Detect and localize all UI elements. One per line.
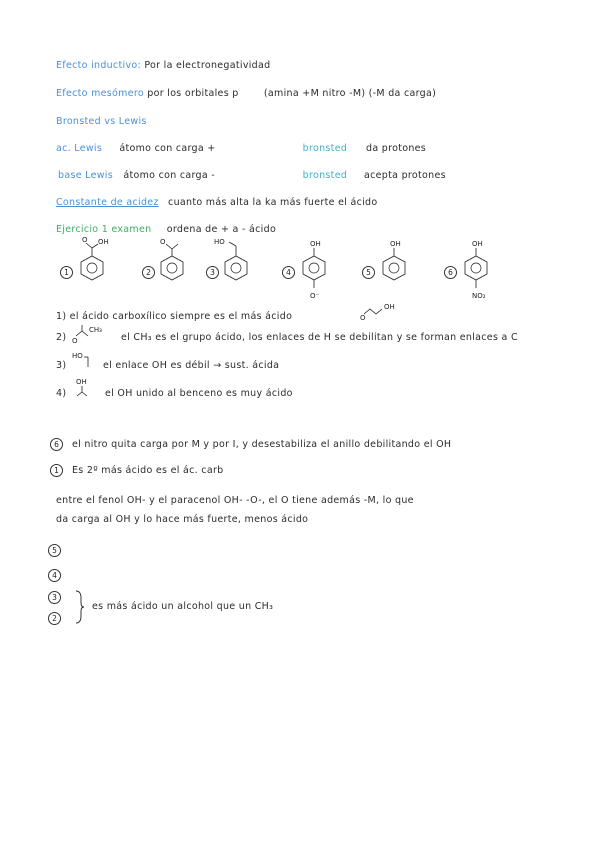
molecule-benzyl-alcohol	[214, 238, 256, 288]
molecule-number-6: 6	[444, 266, 457, 279]
lewis-base-text: átomo con carga -	[123, 170, 216, 181]
line-acidity-constant	[56, 197, 378, 208]
note-3-text: el enlace OH es débil → sust. ácida	[103, 360, 280, 371]
carboxyl-o: O	[360, 314, 366, 322]
brace-note	[92, 601, 273, 612]
line-bronsted-lewis	[56, 116, 147, 127]
bronsted-base-label: bronsted	[302, 170, 348, 181]
answer-number-5: 5	[48, 544, 61, 557]
note-1	[56, 311, 292, 322]
answer-1	[72, 465, 224, 476]
brace-note-text: es más ácido un alcohol que un CH₃	[92, 601, 274, 612]
answer-1-text: Es 2º más ácido es el ác. carb	[72, 465, 224, 476]
answer-number-4: 4	[48, 569, 61, 582]
line-lewis-acid	[56, 143, 426, 154]
line-exercise	[56, 224, 276, 235]
molecule-number-2: 2	[142, 266, 155, 279]
exercise-text: ordena de + a - ácido	[166, 224, 277, 235]
note-3-num: 3)	[56, 360, 67, 371]
phenol-sketch-oh: OH	[76, 378, 87, 386]
bronsted-acid-text: da protones	[365, 143, 427, 154]
answer-1-line3	[56, 514, 308, 525]
answer-number-3: 3	[48, 591, 61, 604]
curly-brace	[74, 590, 86, 624]
answer-6-text: el nitro quita carga por M y por I, y desestabiliza el anillo debilitando el OH	[72, 439, 452, 450]
note-4-num: 4)	[56, 388, 67, 399]
benzyl-ho: HO	[214, 238, 225, 246]
nitrophenol-oh: OH	[472, 240, 483, 248]
lewis-acid-label: ac. Lewis	[56, 143, 103, 154]
methyl-ch3: CH₃	[89, 326, 102, 334]
answer-1-line3-text: da carga al OH y lo hace más fuerte, menos ácido	[56, 514, 309, 525]
lewis-acid-text: átomo con carga +	[119, 143, 216, 154]
carboxyl-sketch	[360, 300, 400, 320]
line-mesomeric	[56, 88, 436, 99]
note-4-text: el OH unido al benceno es muy ácido	[105, 388, 293, 399]
alcohol-sketch	[72, 351, 102, 373]
molecule-phenol	[378, 238, 414, 288]
alcohol-ho: HO	[72, 352, 83, 360]
note-1-text: 1) el ácido carboxílico siempre es el más ácido	[56, 311, 293, 322]
acidity-constant-label: Constante de acidez	[56, 197, 159, 208]
line-inductive	[56, 60, 270, 71]
answer-number-2: 2	[48, 612, 61, 625]
phenol-oh-4: OH	[310, 240, 321, 248]
carboxyl-oh: OH	[384, 303, 395, 311]
molecule-benzoic-acid	[76, 238, 116, 288]
mesomeric-label: Efecto mesómero	[56, 88, 144, 99]
note-2-text: el CH₃ es el grupo ácido, los enlaces de H se debilitan y se forman enlaces a C	[121, 332, 518, 343]
methyl-o: O	[72, 337, 78, 345]
inductive-text: Por la electronegatividad	[144, 60, 271, 71]
phenoxide-ominus: O⁻	[310, 292, 320, 300]
molecule-nitrophenol	[460, 238, 500, 308]
acidity-constant-text: cuanto más alta la ka más fuerte el ácido	[168, 197, 378, 208]
molecule-phenoxide-phenol	[298, 238, 334, 308]
benzoic-oh: OH	[98, 238, 109, 246]
benzoic-o: O	[82, 236, 88, 244]
exercise-label: Ejercicio 1 examen	[56, 224, 152, 235]
bronsted-acid-label: bronsted	[302, 143, 348, 154]
mesomeric-text: por los orbitales p	[147, 88, 239, 99]
molecule-number-1: 1	[60, 266, 73, 279]
molecule-number-5: 5	[362, 266, 375, 279]
mesomeric-extra: (amina +M nitro -M) (-M da carga)	[263, 88, 437, 99]
molecule-acetophenone	[156, 238, 192, 288]
answer-number-1: 1	[50, 464, 63, 477]
bronsted-lewis-label: Bronsted vs Lewis	[56, 116, 147, 127]
note-2-num: 2)	[56, 332, 67, 343]
acetophenone-o: O	[160, 238, 166, 246]
line-lewis-base	[58, 170, 446, 181]
inductive-label: Efecto inductivo:	[56, 60, 142, 71]
phenol-oh-5: OH	[390, 240, 401, 248]
lewis-base-label: base Lewis	[58, 170, 113, 181]
note-2	[56, 332, 518, 343]
methyl-ketone-sketch	[72, 322, 112, 344]
phenol-oh-sketch	[72, 376, 102, 400]
molecule-number-4: 4	[282, 266, 295, 279]
nitrophenol-no2: NO₂	[472, 292, 486, 300]
answer-1-line2-text: entre el fenol OH- y el paracenol OH- -O-, el O tiene además -M, lo que	[56, 495, 414, 506]
answer-6	[72, 439, 451, 450]
answer-number-6: 6	[50, 438, 63, 451]
answer-1-line2	[56, 495, 414, 506]
bronsted-base-text: acepta protones	[363, 170, 446, 181]
molecule-number-3: 3	[206, 266, 219, 279]
